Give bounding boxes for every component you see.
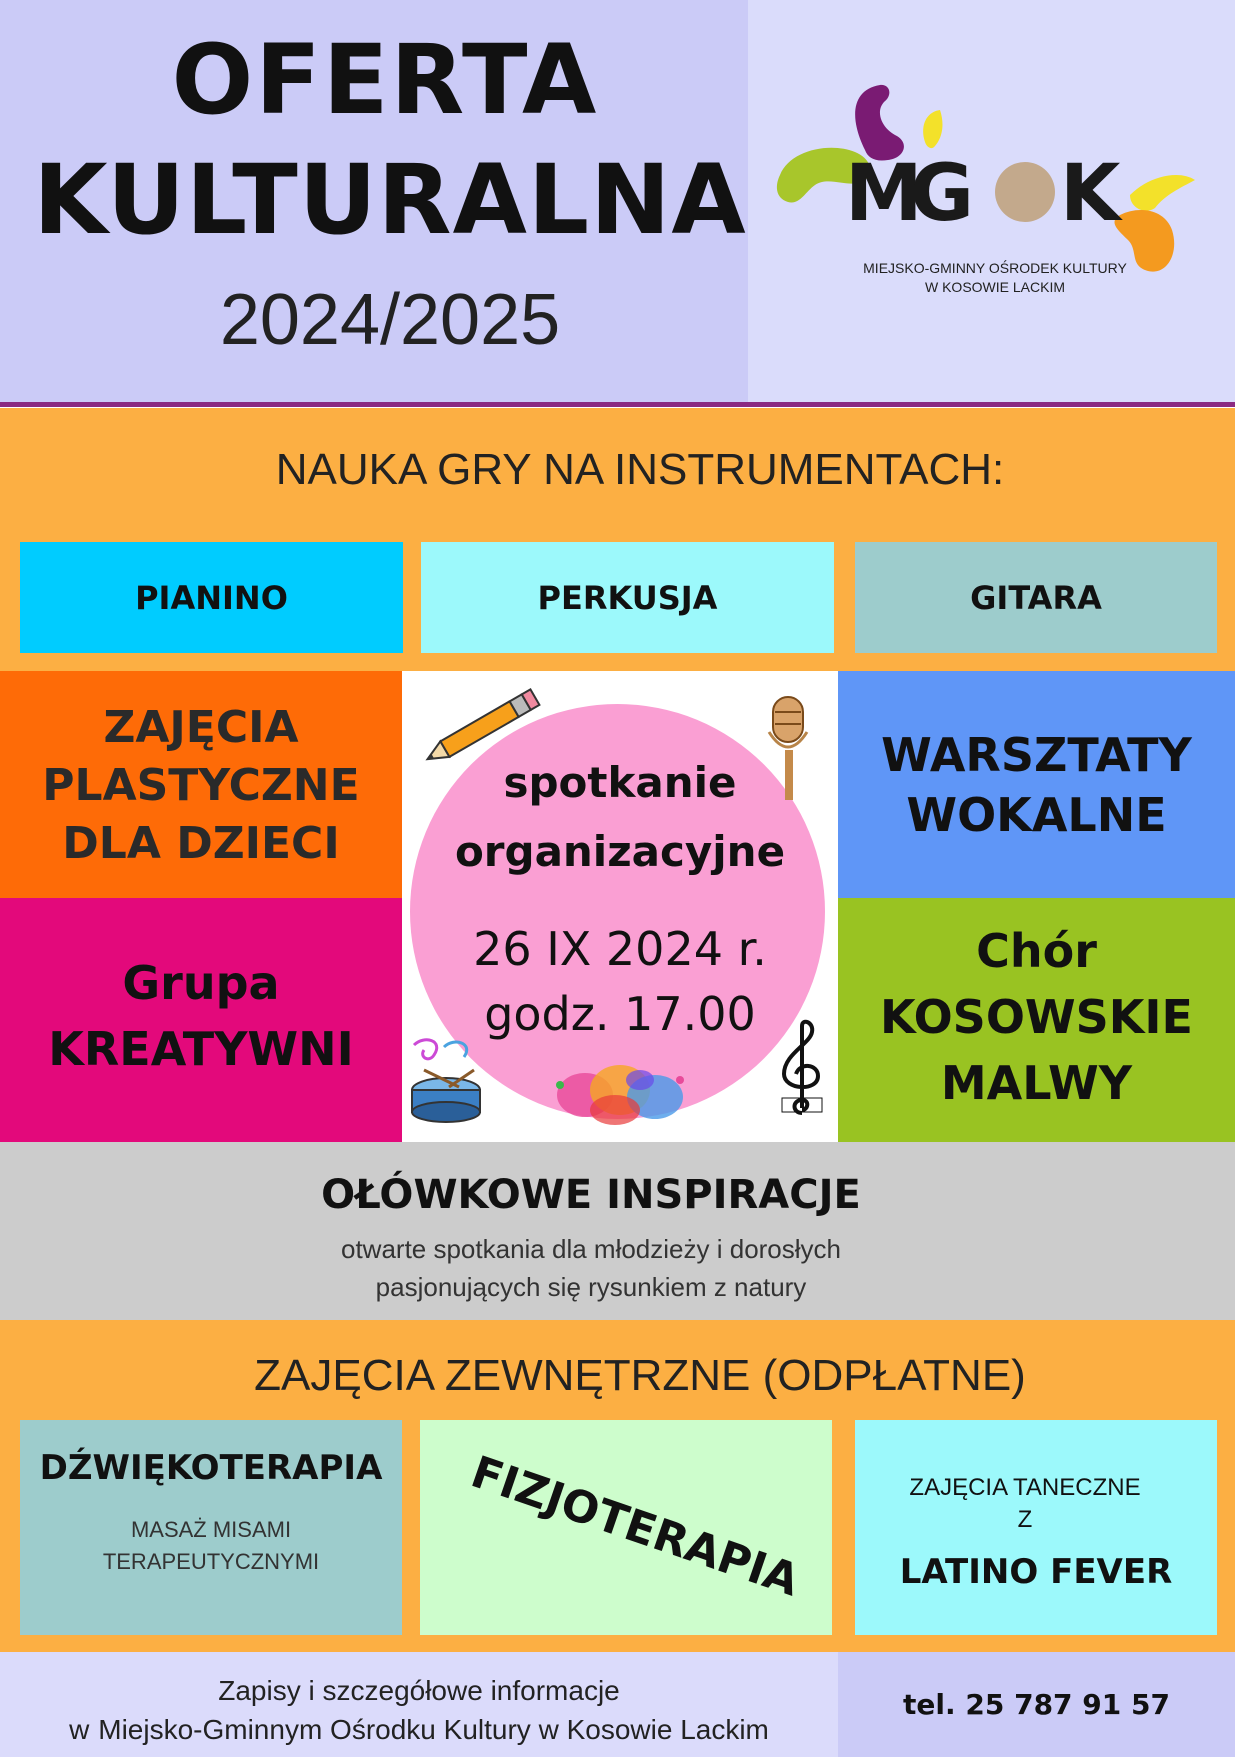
dance-line-3: LATINO FEVER [899,1552,1173,1592]
logo-letter-k: K [1060,149,1121,239]
meeting-line-2: organizacyjne [454,827,786,876]
logo-o-circle [995,162,1055,222]
tile-pianino [20,542,403,653]
pencil-inspirations-band [0,1142,1235,1320]
physiotherapy-label: FIZJOTERAPIA [464,1446,806,1607]
dance-tile [855,1420,1217,1635]
meeting-line-1: spotkanie [503,758,737,807]
sound-therapy-sub-1: MASAŻ MISAMI [130,1517,292,1542]
vocal-line-2: WOKALNE [906,788,1167,842]
meeting-date: 26 IX 2024 r. [473,922,767,976]
external-heading: ZAJĘCIA ZEWNĘTRZNE (ODPŁATNE) [254,1351,1026,1400]
title-line-2: KULTURALNA [33,144,747,256]
pencil-desc-line-2: pasjonujących się rysunkiem z natury [375,1272,807,1302]
creative-group-cell [0,898,402,1142]
footer-institution-name: Miejsko-Gminnym Ośrodku Kultury w Kosowie Lackim [98,1714,769,1745]
tile-perkusja-label: PERKUSJA [537,578,718,617]
tile-gitara-label: GITARA [970,578,1102,617]
tile-pianino-label: PIANINO [135,578,288,617]
art-line-1: ZAJĘCIA [103,702,299,753]
choir-cell [838,898,1235,1142]
tile-perkusja [421,542,834,653]
art-classes-cell [0,671,402,898]
logo-subtitle-line-1: MIEJSKO-GMINNY OŚRODEK KULTURY [863,260,1127,276]
vocal-line-1: WARSZTATY [881,728,1192,782]
sound-therapy-title: DŹWIĘKOTERAPIA [39,1448,383,1488]
art-line-3: DLA DZIECI [62,818,340,869]
logo-letters: M [845,149,920,239]
logo-subtitle-line-2: W KOSOWIE LACKIM [924,279,1065,295]
logo-yellow-drop [923,110,942,148]
pencil-desc-line-1: otwarte spotkania dla młodzieży i dorosłych [340,1234,842,1264]
tile-gitara [855,542,1217,653]
choir-line-2: KOSOWSKIE [880,990,1193,1044]
sound-therapy-sub-2: TERAPEUTYCZNYMI [102,1549,320,1574]
dance-line-2: Z [1017,1506,1033,1533]
logo-yellow-splash [1130,175,1195,211]
art-line-2: PLASTYCZNE [42,760,360,811]
instruments-heading: NAUKA GRY NA INSTRUMENTACH: [275,445,1005,494]
meeting-time: godz. 17.00 [484,987,756,1041]
footer-line-2-prefix: w [69,1714,90,1745]
sound-therapy-tile [20,1420,402,1635]
vocal-workshop-cell [838,671,1235,898]
footer-right-panel [838,1652,1235,1757]
footer-phone: tel. 25 787 91 57 [903,1688,1170,1721]
logo-letter-g: G [910,149,972,239]
title-line-1: OFERTA [171,24,599,136]
pencil-title: OŁÓWKOWE INSPIRACJE [321,1172,861,1218]
footer-line-2 [0,1712,838,1748]
footer-left-panel [0,1652,838,1757]
drum-icon [404,1035,489,1125]
choir-line-1: Chór [976,924,1097,978]
dance-line-1: ZAJĘCIA TANECZNE [909,1474,1141,1501]
creative-line-1: Grupa [122,956,280,1010]
season-year: 2024/2025 [219,280,561,360]
creative-line-2: KREATYWNI [48,1022,354,1076]
header-divider [0,402,1235,407]
choir-line-3: MALWY [940,1056,1133,1110]
footer-line-1: Zapisy i szczegółowe informacje [218,1675,620,1706]
paint-splash-icon [545,1055,695,1130]
physiotherapy-tile [420,1420,832,1635]
